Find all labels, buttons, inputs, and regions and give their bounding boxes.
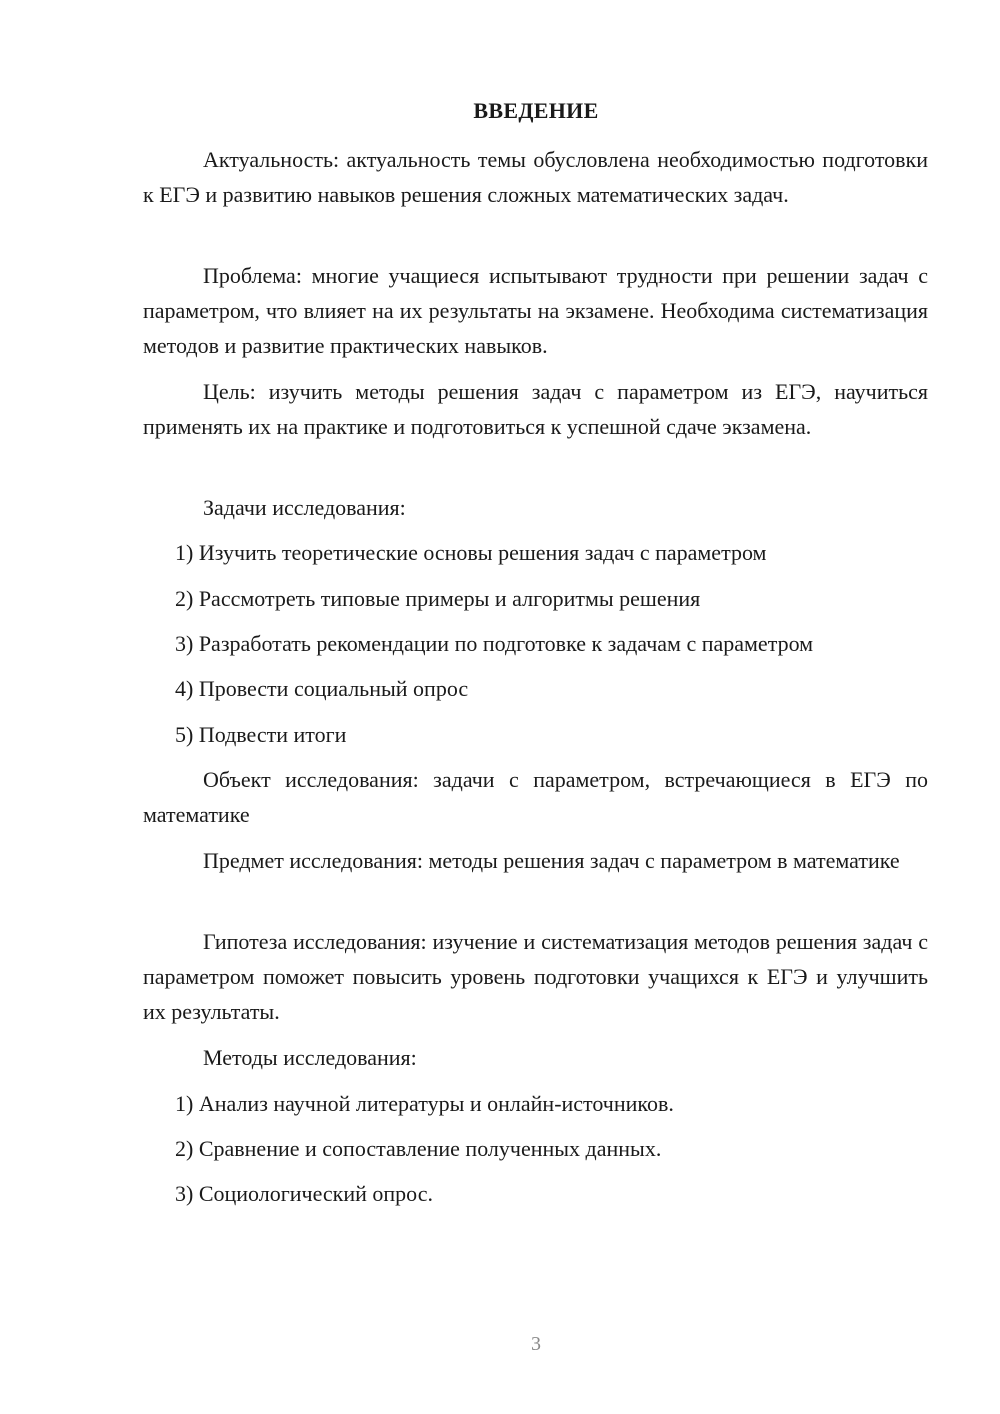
paragraph-subject: Предмет исследования: методы решения задач с параметром в математике <box>203 848 900 873</box>
task-item-3: 3) Разработать рекомендации по подготовке к задачам с параметром <box>175 631 814 656</box>
task-item-1: 1) Изучить теоретические основы решения задач с параметром <box>175 540 767 565</box>
task-item-4: 4) Провести социальный опрос <box>175 676 469 701</box>
tasks-heading: Задачи исследования: <box>203 495 406 520</box>
task-item-5: 5) Подвести итоги <box>175 722 347 747</box>
paragraph-goal: Цель: изучить методы решения задач с параметром из ЕГЭ, научиться применять их на практике и подготовиться к успешной сдаче экзамена. <box>143 379 928 439</box>
paragraph-relevance: Актуальность: актуальность темы обусловлена необходимостью подготовки к ЕГЭ и развитию навыков решения сложных математических задач. <box>143 147 928 207</box>
task-item-2: 2) Рассмотреть типовые примеры и алгоритмы решения <box>175 586 701 611</box>
paragraph-object: Объект исследования: задачи с параметром, встречающиеся в ЕГЭ по математике <box>143 767 928 827</box>
method-item-3: 3) Социологический опрос. <box>175 1181 433 1206</box>
methods-heading: Методы исследования: <box>203 1045 417 1070</box>
paragraph-problem: Проблема: многие учащиеся испытывают трудности при решении задач с параметром, что влияет на их результаты на экзамене. Необходима систематизация методов и развитие практических навыков. <box>143 263 928 358</box>
method-item-1: 1) Анализ научной литературы и онлайн-источников. <box>175 1091 674 1116</box>
page-number: 3 <box>531 1333 541 1355</box>
paragraph-hypothesis: Гипотеза исследования: изучение и систематизация методов решения задач с параметром поможет повысить уровень подготовки учащихся к ЕГЭ и улучшить их результаты. <box>143 929 928 1024</box>
section-title: ВВЕДЕНИЕ <box>473 98 599 123</box>
method-item-2: 2) Сравнение и сопоставление полученных данных. <box>175 1136 662 1161</box>
